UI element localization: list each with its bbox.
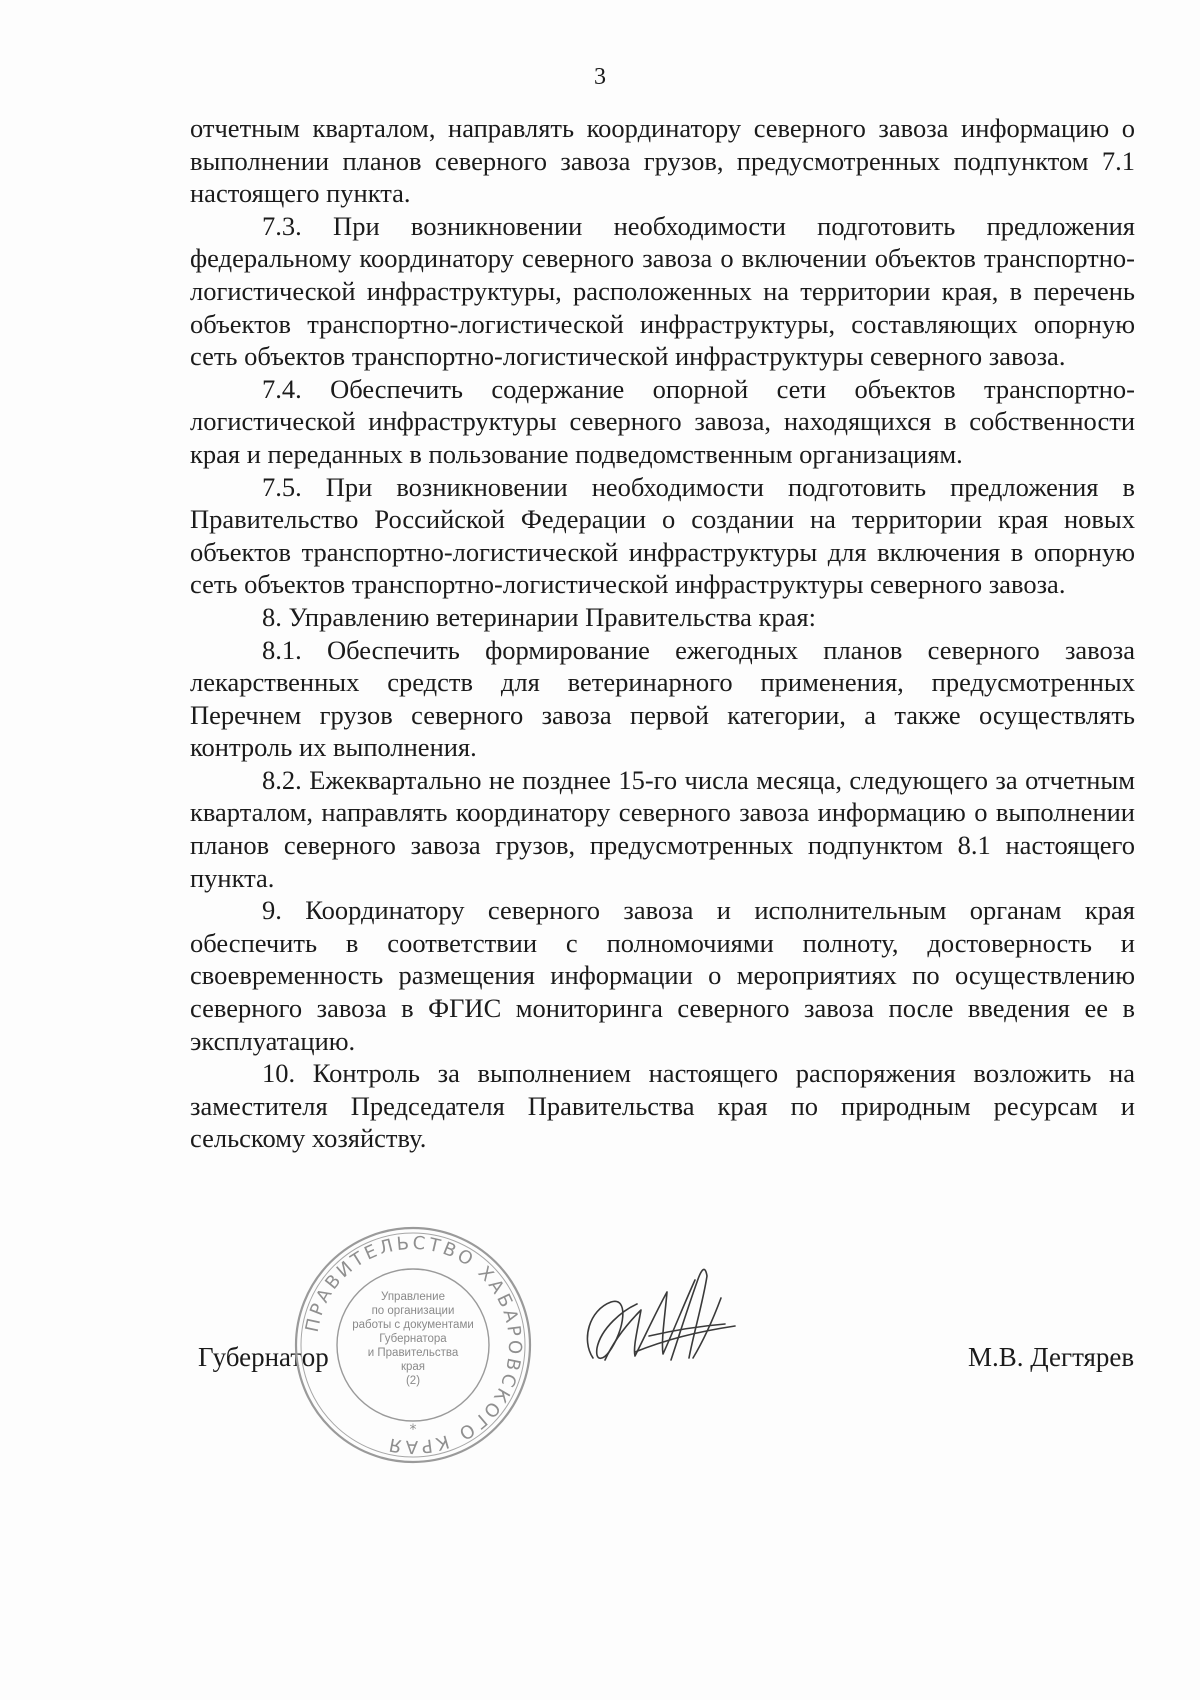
- page-number: 3: [594, 64, 606, 90]
- paragraph-7-5: 7.5. При возникновении необходимости подготовить предложения в Правительство Российской Федерации о создании на территории края новых объектов транспортно-логистической инфраструктуры для включения в опорную сеть объектов транспортно-логистической инфраструктуры северного завоза.: [190, 471, 1135, 600]
- signer-position: Губернатор: [198, 1342, 329, 1372]
- stamp-line-5: и Правительства: [367, 1347, 459, 1359]
- handwritten-signature: [575, 1240, 745, 1390]
- paragraph-continuation: отчетным кварталом, направлять координатору северного завоза информацию о выполнении планов северного завоза грузов, предусмотренных подпунктом 7.1 настоящего пункта.: [190, 113, 1135, 209]
- paragraph-7-4: 7.4. Обеспечить содержание опорной сети объектов транспортно-логистической инфраструктуры северного завоза, находящихся в собственности края и переданных в пользование подведомственным организациям.: [190, 373, 1135, 469]
- stamp-line-2: по организации: [371, 1305, 455, 1317]
- stamp-star: *: [409, 1422, 417, 1438]
- stamp-line-1: Управление: [381, 1291, 445, 1303]
- paragraph-7-3: 7.3. При возникновении необходимости подготовить предложения федеральному координатору северного завоза о включении объектов транспортно-логистической инфраструктуры, расположенных на территории края, в перечень объектов транспортно-логистической инфраструктуры, составляющих опорную сеть объектов транспортно-логистической инфраструктуры северного завоза.: [190, 210, 1135, 372]
- paragraph-8-2: 8.2. Ежеквартально не позднее 15-го числа месяца, следующего за отчетным кварталом, направлять координатору северного завоза информацию о выполнении планов северного завоза грузов, предусмотренных подпунктом 8.1 настоящего пункта.: [190, 764, 1135, 893]
- stamp-line-3: работы с документами: [352, 1319, 474, 1331]
- stamp-ring-text: ПРАВИТЕЛЬСТВО ХАБАРОВСКОГО КРАЯ: [301, 1232, 526, 1458]
- stamp-line-7: (2): [405, 1375, 421, 1387]
- signer-name: М.В. Дегтярев: [968, 1342, 1135, 1372]
- paragraph-9: 9. Координатору северного завоза и исполнительным органам края обеспечить в соответствии с полномочиями полноту, достоверность и своевременность размещения информации о мероприятиях по осуществлению северного завоза в ФГИС мониторинга северного завоза после введения ее в эксплуатацию.: [190, 895, 1135, 1056]
- stamp-line-4: Губернатора: [379, 1333, 447, 1345]
- paragraph-10: 10. Контроль за выполнением настоящего распоряжения возложить на заместителя Председателя Правительства края по природным ресурсам и сельскому хозяйству.: [190, 1058, 1135, 1154]
- document-body: [190, 112, 1135, 1155]
- paragraph-8: 8. Управлению ветеринарии Правительства края:: [262, 601, 816, 632]
- stamp-line-6: края: [400, 1361, 426, 1373]
- stamp-center-text: [352, 1291, 474, 1387]
- official-stamp: [292, 1224, 534, 1466]
- paragraph-8-1: 8.1. Обеспечить формирование ежегодных планов северного завоза лекарственных средств для ветеринарного применения, предусмотренных Перечнем грузов северного завоза первой категории, а также осуществлять контроль их выполнения.: [190, 634, 1135, 763]
